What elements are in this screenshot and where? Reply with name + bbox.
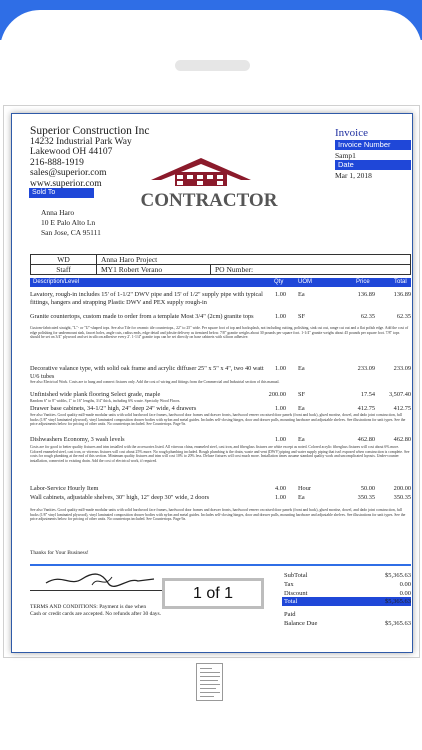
- item-description: Decorative valance type, with solid oak frame and acrylic diffuser 25" x 5" x 4", two 40 watt U/6 tubes: [30, 365, 264, 380]
- company-info: [30, 126, 149, 189]
- company-address2: Lakewood OH 44107: [30, 147, 113, 157]
- po-number-label: PO Number:: [211, 265, 411, 275]
- item-total: 200.00: [393, 485, 411, 492]
- col-description: Description/Level: [33, 279, 80, 285]
- item-total: 350.35: [393, 494, 411, 501]
- top-app-bar: [0, 0, 422, 40]
- balance-due-label: Balance Due: [284, 620, 318, 627]
- item-qty: 1.00: [274, 494, 286, 501]
- item-qty: 1.00: [274, 291, 286, 298]
- invoice-title: Invoice: [335, 127, 368, 139]
- paid-label: Paid: [284, 611, 296, 618]
- item-note: See also Vanities. Good quality mill-made modular units with solid hardwood face frames, hardwood door frames and drawer fronts, hardwood veneer on raised door panels (front and back), glued mortise, dowel, and dado joint construction, full backs (1/8" vinyl laminated plywood), vinyl laminated composition drawer bodies with nylon and metal guides. Includes self-closing hinges, door and drawer pulls, mounting hardware and adjustable shelves. See illustrations for unit types. See the price adjustments below for pricing of other units. No countertops included. See Countertops. Page 9a.: [30, 508, 406, 522]
- item-total: 462.80: [393, 436, 411, 443]
- item-total: 233.09: [393, 365, 411, 372]
- item-description: Lavatory, rough-in includes 15' of 1-1/2" DWV pipe and 15' of 1/2" supply pipe with typical fittings, hangers and strapping Plastic DWV and PEX supply rough-in: [30, 291, 263, 306]
- subtotal-value: $5,365.63: [385, 572, 411, 579]
- terms-line-1: TERMS AND CONDITIONS: Payment is due when: [30, 604, 147, 610]
- sold-to-label: Sold To: [29, 188, 94, 198]
- item-price: 50.00: [360, 485, 375, 492]
- page-indicator: 1 of 1: [162, 578, 264, 609]
- line-items-header: [30, 278, 411, 287]
- terms-line-2: Cash or credit cards are accepted. No refunds after 30 days.: [30, 611, 162, 617]
- contractor-logo: [137, 154, 282, 214]
- item-price: 462.80: [357, 436, 375, 443]
- item-description: Wall cabinets, adjustable shelves, 30" high, 12" deep 30" wide, 2 doors: [30, 494, 210, 501]
- item-price: 233.09: [357, 365, 375, 372]
- staff-label: Staff: [31, 265, 97, 275]
- item-price: 62.35: [360, 313, 375, 320]
- item-uom: Ea: [298, 291, 305, 298]
- sold-to-address: [41, 208, 101, 238]
- customer-city: San Jose, CA 95111: [41, 228, 101, 237]
- item-qty: 1.00: [274, 313, 286, 320]
- item-note: See also Electrical Work. Costs are to hang and connect fixtures only. Add the cost of wiring and fittings from the Commercial and Industrial section of this manual.: [30, 380, 280, 384]
- item-total: 412.75: [393, 405, 411, 412]
- col-price: Price: [356, 279, 370, 285]
- discount-value: 0.00: [399, 590, 411, 597]
- col-uom: UOM: [298, 279, 312, 285]
- item-price: 136.89: [357, 291, 375, 298]
- item-description: Drawer base cabinets, 34-1/2" high, 24" deep 24" wide, 4 drawers: [30, 405, 197, 412]
- invoice-number-label: Invoice Number: [335, 140, 411, 150]
- staff-name: MY1 Robert Verano: [97, 265, 211, 275]
- item-uom: SF: [298, 313, 306, 320]
- signature: [42, 569, 162, 591]
- item-qty: 1.00: [274, 365, 286, 372]
- invoice-number: Samp1: [335, 151, 356, 160]
- item-note: Custom-fabricated straight, "L"- or "U"-shaped tops. See also Tile for ceramic tile countertops., 22" to 25" wide. Per square foot of top and backsplash, not including cutting, polishing, sink cut out, range cut out and a flat polish edge. Add the cost of edge polishing for undermount sink, faucet holes, angle cuts, radius ends, edge detail and jobsite delivery as itemized below. 7/8" granite weighs about 30 pounds per square foot. 1-1/4" granite weighs about 45 pounds per square foot. 7/8" tops should be set on 3/4" plywood and set in silicon adhesive every 2'. 1-1/4" granite tops can be set directly on base cabinets with silicon adhesive.: [30, 326, 409, 340]
- thanks-message: Thanks for Your Business!: [30, 550, 89, 556]
- item-uom: Hour: [298, 485, 311, 492]
- total-label: Total: [284, 598, 298, 605]
- invoice-document: [11, 113, 413, 653]
- wd-label: WD: [31, 255, 97, 265]
- customer-street: 10 E Palo Alto Ln: [41, 218, 96, 227]
- terms-and-conditions: [30, 604, 161, 618]
- balance-due-value: $5,365.63: [385, 620, 411, 627]
- company-address1: 14232 Industrial Park Way: [30, 136, 132, 147]
- item-qty: 4.00: [274, 485, 286, 492]
- project-name: Anna Haro Project: [97, 255, 411, 265]
- item-description: Dishwashers Economy, 3 wash levels: [30, 436, 125, 443]
- company-email: sales@superior.com: [30, 168, 107, 178]
- company-name: Superior Construction Inc: [30, 125, 150, 137]
- item-uom: Ea: [298, 494, 305, 501]
- item-description: Unfinished wide plank flooring Select grade, maple: [30, 391, 161, 398]
- item-qty: 200.00: [268, 391, 286, 398]
- invoice-date: Mar 1, 2018: [335, 171, 372, 180]
- item-total: 136.89: [393, 291, 411, 298]
- item-qty: 1.00: [274, 405, 286, 412]
- item-price: 350.35: [357, 494, 375, 501]
- total-value: $5,365.63: [385, 598, 411, 605]
- footer-divider: [30, 564, 411, 566]
- invoice-date-label: Date: [335, 160, 411, 170]
- logo-text: CONTRACTOR: [140, 190, 278, 211]
- sheet-drag-handle[interactable]: [175, 60, 250, 71]
- company-website: www.superior.com: [30, 178, 102, 189]
- item-description: Labor-Service Hourly Item: [30, 485, 99, 492]
- item-note: Costs are for good to better quality fixtures and trim installed with the accessories listed. All vitreous china, enameled steel, cast iron, and fiberglass fixtures are white except as noted. Colored acrylic fiberglass fixtures will cost about 6% more. Colored enameled steel, cast iron, or vitreous fixtures will cost about 25% more. No rough plumbing included. Rough plumbing is the drain, waste and vent (DWV) piping and water supply piping that isn't exposed when construction is complete. See costs for rough plumbing at the end of this section. Minimum quality fixtures and trim will cost 10% to 20% less. Deluxe fixtures will cost much more. Installation times assume standard quality work and uncomplicated layouts. Under-counter installation, connected to existing drain. Add the cost of electrical work, if required.: [30, 445, 410, 463]
- company-phone: 216-888-1919: [30, 157, 84, 168]
- project-meta-table: [30, 254, 411, 275]
- col-total: Total: [394, 279, 407, 285]
- item-note: Random 6" to 8" widths, 1" to 16" lengths, 3/4" thick, including 6% waste. Specialty Wood Floors.: [30, 399, 181, 403]
- item-price: 17.54: [360, 391, 375, 398]
- col-qty: Qty: [274, 279, 284, 285]
- subtotal-label: SubTotal: [284, 572, 308, 579]
- item-total: 3,507.40: [388, 391, 411, 398]
- customer-name: Anna Haro: [41, 208, 75, 217]
- item-total: 62.35: [396, 313, 411, 320]
- item-uom: SF: [298, 391, 306, 398]
- item-description: Granite countertops, custom made to order from a template Most 3/4" (2cm) granite tops: [30, 313, 254, 320]
- item-uom: Ea: [298, 405, 305, 412]
- item-price: 412.75: [357, 405, 375, 412]
- item-uom: Ea: [298, 365, 305, 372]
- discount-label: Discount: [284, 590, 308, 597]
- tax-label: Tax: [284, 581, 294, 588]
- item-note: See also Vanities. Good quality mill-made modular units with solid hardwood face frames, hardwood door frames and drawer fronts, hardwood veneer on raised door panels (front and back), glued mortise, dowel, and dado joint construction, full backs (1/8" vinyl laminated plywood), vinyl laminated composition drawer bodies with nylon and metal guides. Includes self-closing hinges, door and drawer pulls, mounting hardware and adjustable shelves. See illustrations for unit types. See the price adjustments below for pricing of other units. No countertops included. See Countertops. Page 9a.: [30, 413, 406, 427]
- tax-value: 0.00: [399, 581, 411, 588]
- item-uom: Ea: [298, 436, 305, 443]
- page-thumbnail[interactable]: [196, 663, 223, 701]
- item-qty: 1.00: [274, 436, 286, 443]
